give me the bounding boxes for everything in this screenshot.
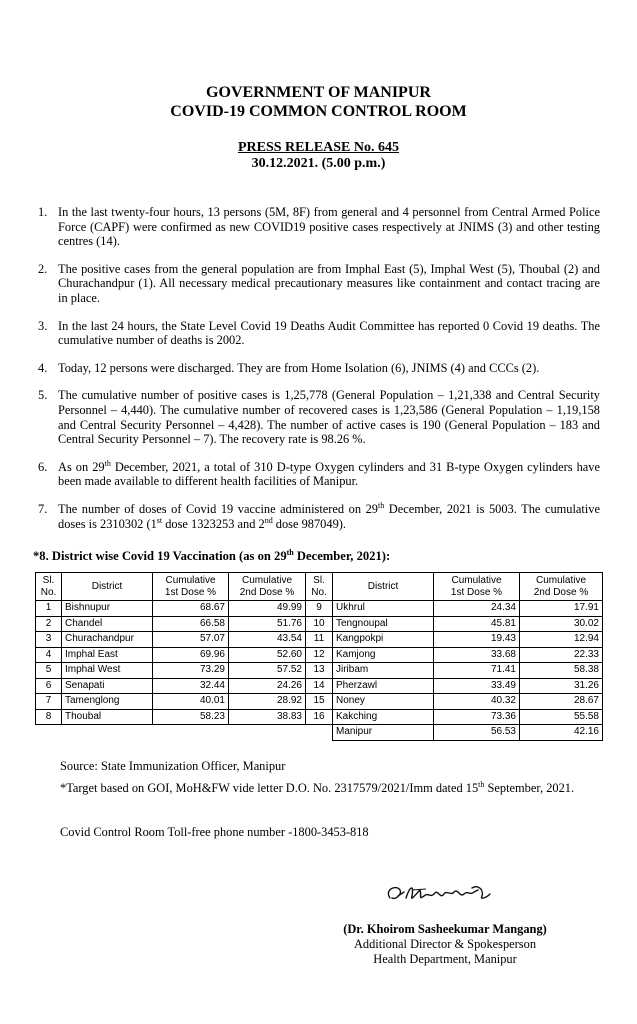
item-number: 2. xyxy=(38,261,48,276)
press-release-datetime: 30.12.2021. (5.00 p.m.) xyxy=(251,156,386,171)
list-item xyxy=(38,388,600,446)
list-item xyxy=(38,361,600,376)
table-row: 6 Senapati 32.44 24.26 14 Pherzawl 33.49 31.26 xyxy=(36,678,603,694)
col-header-sl: Sl. No. xyxy=(306,573,333,601)
table-row: 7 Tamenglong 40.01 28.92 15 Noney 40.32 28.67 xyxy=(36,694,603,710)
col-header-dose1: Cumulative 1st Dose % xyxy=(434,573,520,601)
col-header-dose1: Cumulative 1st Dose % xyxy=(153,573,229,601)
col-header-district: District xyxy=(333,573,434,601)
source-note: Source: State Immunization Officer, Manipur xyxy=(60,759,286,773)
press-release-number: PRESS RELEASE No. 645 xyxy=(237,140,400,155)
tollfree-number: Covid Control Room Toll-free phone number -1800-3453-818 xyxy=(60,825,369,839)
col-header-district: District xyxy=(62,573,153,601)
col-header-dose2: Cumulative 2nd Dose % xyxy=(520,573,603,601)
item-number: 1. xyxy=(38,205,48,219)
table-row: 2 Chandel 66.58 51.76 10 Tengnoupal 45.81 30.02 xyxy=(36,616,603,632)
table-row: 5 Imphal West 73.29 57.52 13 Jiribam 71.41 58.38 xyxy=(36,663,603,679)
table-total-row xyxy=(36,725,603,741)
item-text: As on 29th December, 2021, a total of 310 D-type Oxygen cylinders and 31 B-type Oxygen cylinders have been made available to different health facilities of Manipur. xyxy=(58,458,600,489)
list-item xyxy=(38,460,600,489)
item-number: 7. xyxy=(38,501,48,516)
item-number: 3. xyxy=(38,318,48,333)
table-row: 4 Imphal East 69.96 52.60 12 Kamjong 33.68 22.33 xyxy=(36,647,603,663)
total-dose1: 56.53 xyxy=(434,725,520,741)
item-text: The positive cases from the general population are from Imphal East (5), Imphal West (5), Thoubal (2) and Churachandpur (1). All necessary medical precautionary measures like containment and contact tracing are in place. xyxy=(58,261,600,305)
col-header-sl: Sl. No. xyxy=(36,573,62,601)
item-text: In the last twenty-four hours, 13 persons (5M, 8F) from general and 4 personnel from Central Armed Police Force (CAPF) were confirmed as new COVID19 positive cases respectively at JNIMS (3) and other testing centres (14). xyxy=(58,205,600,249)
list-item xyxy=(38,319,600,348)
total-dose2: 42.16 xyxy=(520,725,603,741)
press-release-items xyxy=(38,205,600,531)
table-row: 3 Churachandpur 57.07 43.54 11 Kangpokpi 19.43 12.94 xyxy=(36,632,603,648)
item-text: In the last 24 hours, the State Level Covid 19 Deaths Audit Committee has reported 0 Covid 19 deaths. The cumulative number of deaths is 2002. xyxy=(58,318,600,348)
table-row: 1 Bishnupur 68.67 49.99 9 Ukhrul 24.34 17.91 xyxy=(36,601,603,617)
govt-title: GOVERNMENT OF MANIPUR xyxy=(206,84,431,101)
target-note: *Target based on GOI, MoH&FW vide letter D.O. No. 2317579/2021/Imm dated 15th September, 2021. xyxy=(60,779,575,795)
list-item xyxy=(38,262,600,306)
item-number: 5. xyxy=(38,388,48,403)
table-header-row xyxy=(36,573,603,601)
list-item xyxy=(38,205,600,249)
signatory-name: (Dr. Khoirom Sasheekumar Mangang) xyxy=(343,922,547,936)
item-number: 4. xyxy=(38,360,48,375)
signatory-department: Health Department, Manipur xyxy=(373,952,517,966)
list-item xyxy=(38,502,600,531)
item-text: The number of doses of Covid 19 vaccine administered on 29th December, 2021 is 5003. The cumulative doses is 2310302 (1st dose 1323253 and 2nd dose 987049). xyxy=(58,500,601,531)
total-district: Manipur xyxy=(333,725,434,741)
col-header-dose2: Cumulative 2nd Dose % xyxy=(229,573,306,601)
vaccination-section-title: *8. District wise Covid 19 Vaccination (as on 29th December, 2021): xyxy=(33,547,391,563)
signature-image xyxy=(382,876,512,910)
vaccination-table xyxy=(35,572,603,741)
item-text: The cumulative number of positive cases is 1,25,778 (General Population – 1,21,338 and Central Security Personnel – 4,440). The cumulative number of recovered cases is 1,23,586 (General Population – 1,19,158 and Central Security Personnel – 4,428). The number of active cases is 190 (General Population – 183 and Central Security Personnel – 7). The recovery rate is 98.26 %. xyxy=(58,388,600,447)
item-number: 6. xyxy=(38,459,48,474)
signatory-title: Additional Director & Spokesperson xyxy=(353,937,537,951)
item-text: Today, 12 persons were discharged. They are from Home Isolation (6), JNIMS (4) and CCCs (2). xyxy=(58,360,540,375)
control-room-title: COVID-19 COMMON CONTROL ROOM xyxy=(170,103,467,120)
table-row: 8 Thoubal 58.23 38.83 16 Kakching 73.36 55.58 xyxy=(36,709,603,725)
